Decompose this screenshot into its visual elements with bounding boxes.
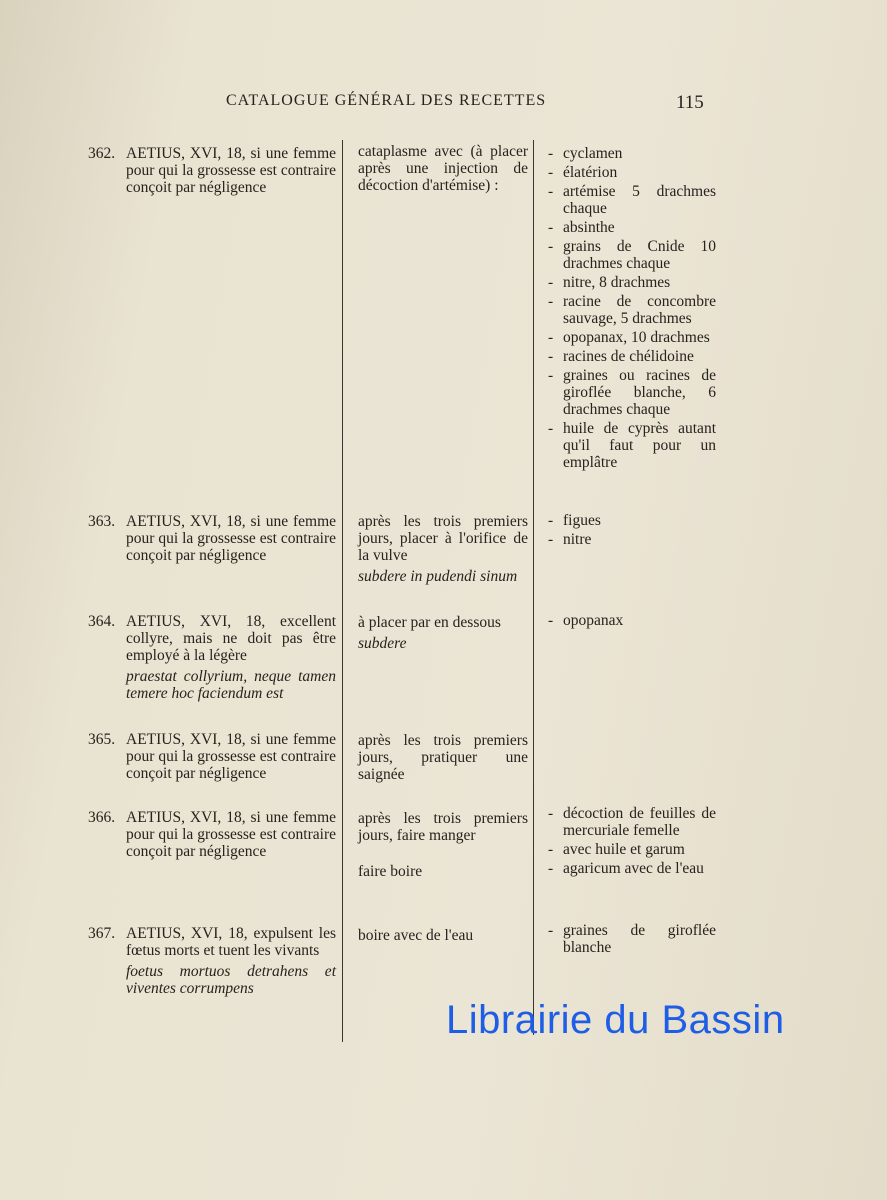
entry-source-text: AETIUS, XVI, 18, expulsent les fœtus morts et tuent les vivants xyxy=(126,925,336,959)
ingredient-item: - absinthe xyxy=(548,219,716,236)
entry-363-source xyxy=(88,513,336,564)
entry-363-ingredients xyxy=(548,512,716,550)
source-latin: praestat collyrium, neque tamen temere hoc faciendum est xyxy=(126,668,336,702)
ingredient-item: - nitre xyxy=(548,531,716,548)
ingredient-item: - nitre, 8 drachmes xyxy=(548,274,716,291)
entry-number: 367. xyxy=(88,925,116,942)
ingredient-item: - graines ou racines de giroflée blanche, 6 drachmes chaque xyxy=(548,367,716,418)
entry-number: 364. xyxy=(88,613,116,630)
preparation-text: à placer par en dessous xyxy=(358,614,501,631)
entry-367-source xyxy=(88,925,336,997)
running-title: CATALOGUE GÉNÉRAL DES RECETTES xyxy=(226,92,547,109)
entry-367-ingredients xyxy=(548,922,716,958)
entry-363-preparation xyxy=(358,513,528,585)
entry-366-source xyxy=(88,809,336,860)
preparation-text-2: faire boire xyxy=(358,863,423,880)
entry-source-text: AETIUS, XVI, 18, si une femme pour qui la grossesse est contraire conçoit par négligence xyxy=(126,513,336,564)
ingredient-item: - racines de chélidoine xyxy=(548,348,716,365)
ingredient-item: - figues xyxy=(548,512,716,529)
entry-364-ingredients xyxy=(548,612,716,631)
preparation-text: après les trois premiers jours, faire manger xyxy=(358,810,528,844)
entry-source-text: AETIUS, XVI, 18, si une femme pour qui la grossesse est contraire conçoit par négligence xyxy=(126,809,336,860)
entry-366-preparation xyxy=(358,810,528,880)
entry-362-ingredients xyxy=(548,145,716,473)
source-latin: foetus mortuos detrahens et viventes corrumpens xyxy=(126,963,336,997)
ingredient-item: - agaricum avec de l'eau xyxy=(548,860,716,877)
page-number: 115 xyxy=(676,92,704,113)
watermark: Librairie du Bassin xyxy=(446,998,785,1042)
preparation-text: après les trois premiers jours, placer à l'orifice de la vulve xyxy=(358,513,528,564)
ingredient-item: - opopanax xyxy=(548,612,716,629)
entry-362-source xyxy=(88,145,336,196)
ingredient-item: - racine de concombre sauvage, 5 drachmes xyxy=(548,293,716,327)
ingredient-item: - graines de giroflée blanche xyxy=(548,922,716,956)
entry-source-text: AETIUS, XVI, 18, si une femme pour qui la grossesse est contraire conçoit par négligence xyxy=(126,145,336,196)
entry-364-preparation xyxy=(358,614,528,652)
ingredient-item: - opopanax, 10 drachmes xyxy=(548,329,716,346)
entry-number: 366. xyxy=(88,809,116,826)
ingredient-item: - artémise 5 drachmes chaque xyxy=(548,183,716,217)
entry-source-text: AETIUS, XVI, 18, si une femme pour qui la grossesse est contraire conçoit par négligence xyxy=(126,731,336,782)
ingredient-item: - élatérion xyxy=(548,164,716,181)
entry-367-preparation: boire avec de l'eau xyxy=(358,927,474,944)
entry-number: 362. xyxy=(88,145,116,162)
entry-365-source xyxy=(88,731,336,782)
preparation-latin: subdere in pudendi sinum xyxy=(358,568,518,585)
entry-source-text: AETIUS, XVI, 18, excellent collyre, mais ne doit pas être employé à la légère xyxy=(126,613,336,664)
preparation-latin: subdere xyxy=(358,635,407,652)
entry-number: 365. xyxy=(88,731,116,748)
column-rule-right xyxy=(533,140,534,1035)
ingredient-item: - grains de Cnide 10 drachmes chaque xyxy=(548,238,716,272)
column-rule-left xyxy=(342,140,343,1042)
entry-365-preparation: après les trois premiers jours, pratiquer une saignée xyxy=(358,732,528,783)
ingredient-item: - avec huile et garum xyxy=(548,841,716,858)
ingredient-item: - cyclamen xyxy=(548,145,716,162)
entry-number: 363. xyxy=(88,513,116,530)
ingredient-item: - décoction de feuilles de mercuriale femelle xyxy=(548,805,716,839)
ingredient-item: - huile de cyprès autant qu'il faut pour un emplâtre xyxy=(548,420,716,471)
entry-364-source xyxy=(88,613,336,702)
entry-362-preparation: cataplasme avec (à placer après une injection de décoction d'artémise) : xyxy=(358,143,528,194)
entry-366-ingredients xyxy=(548,805,716,879)
